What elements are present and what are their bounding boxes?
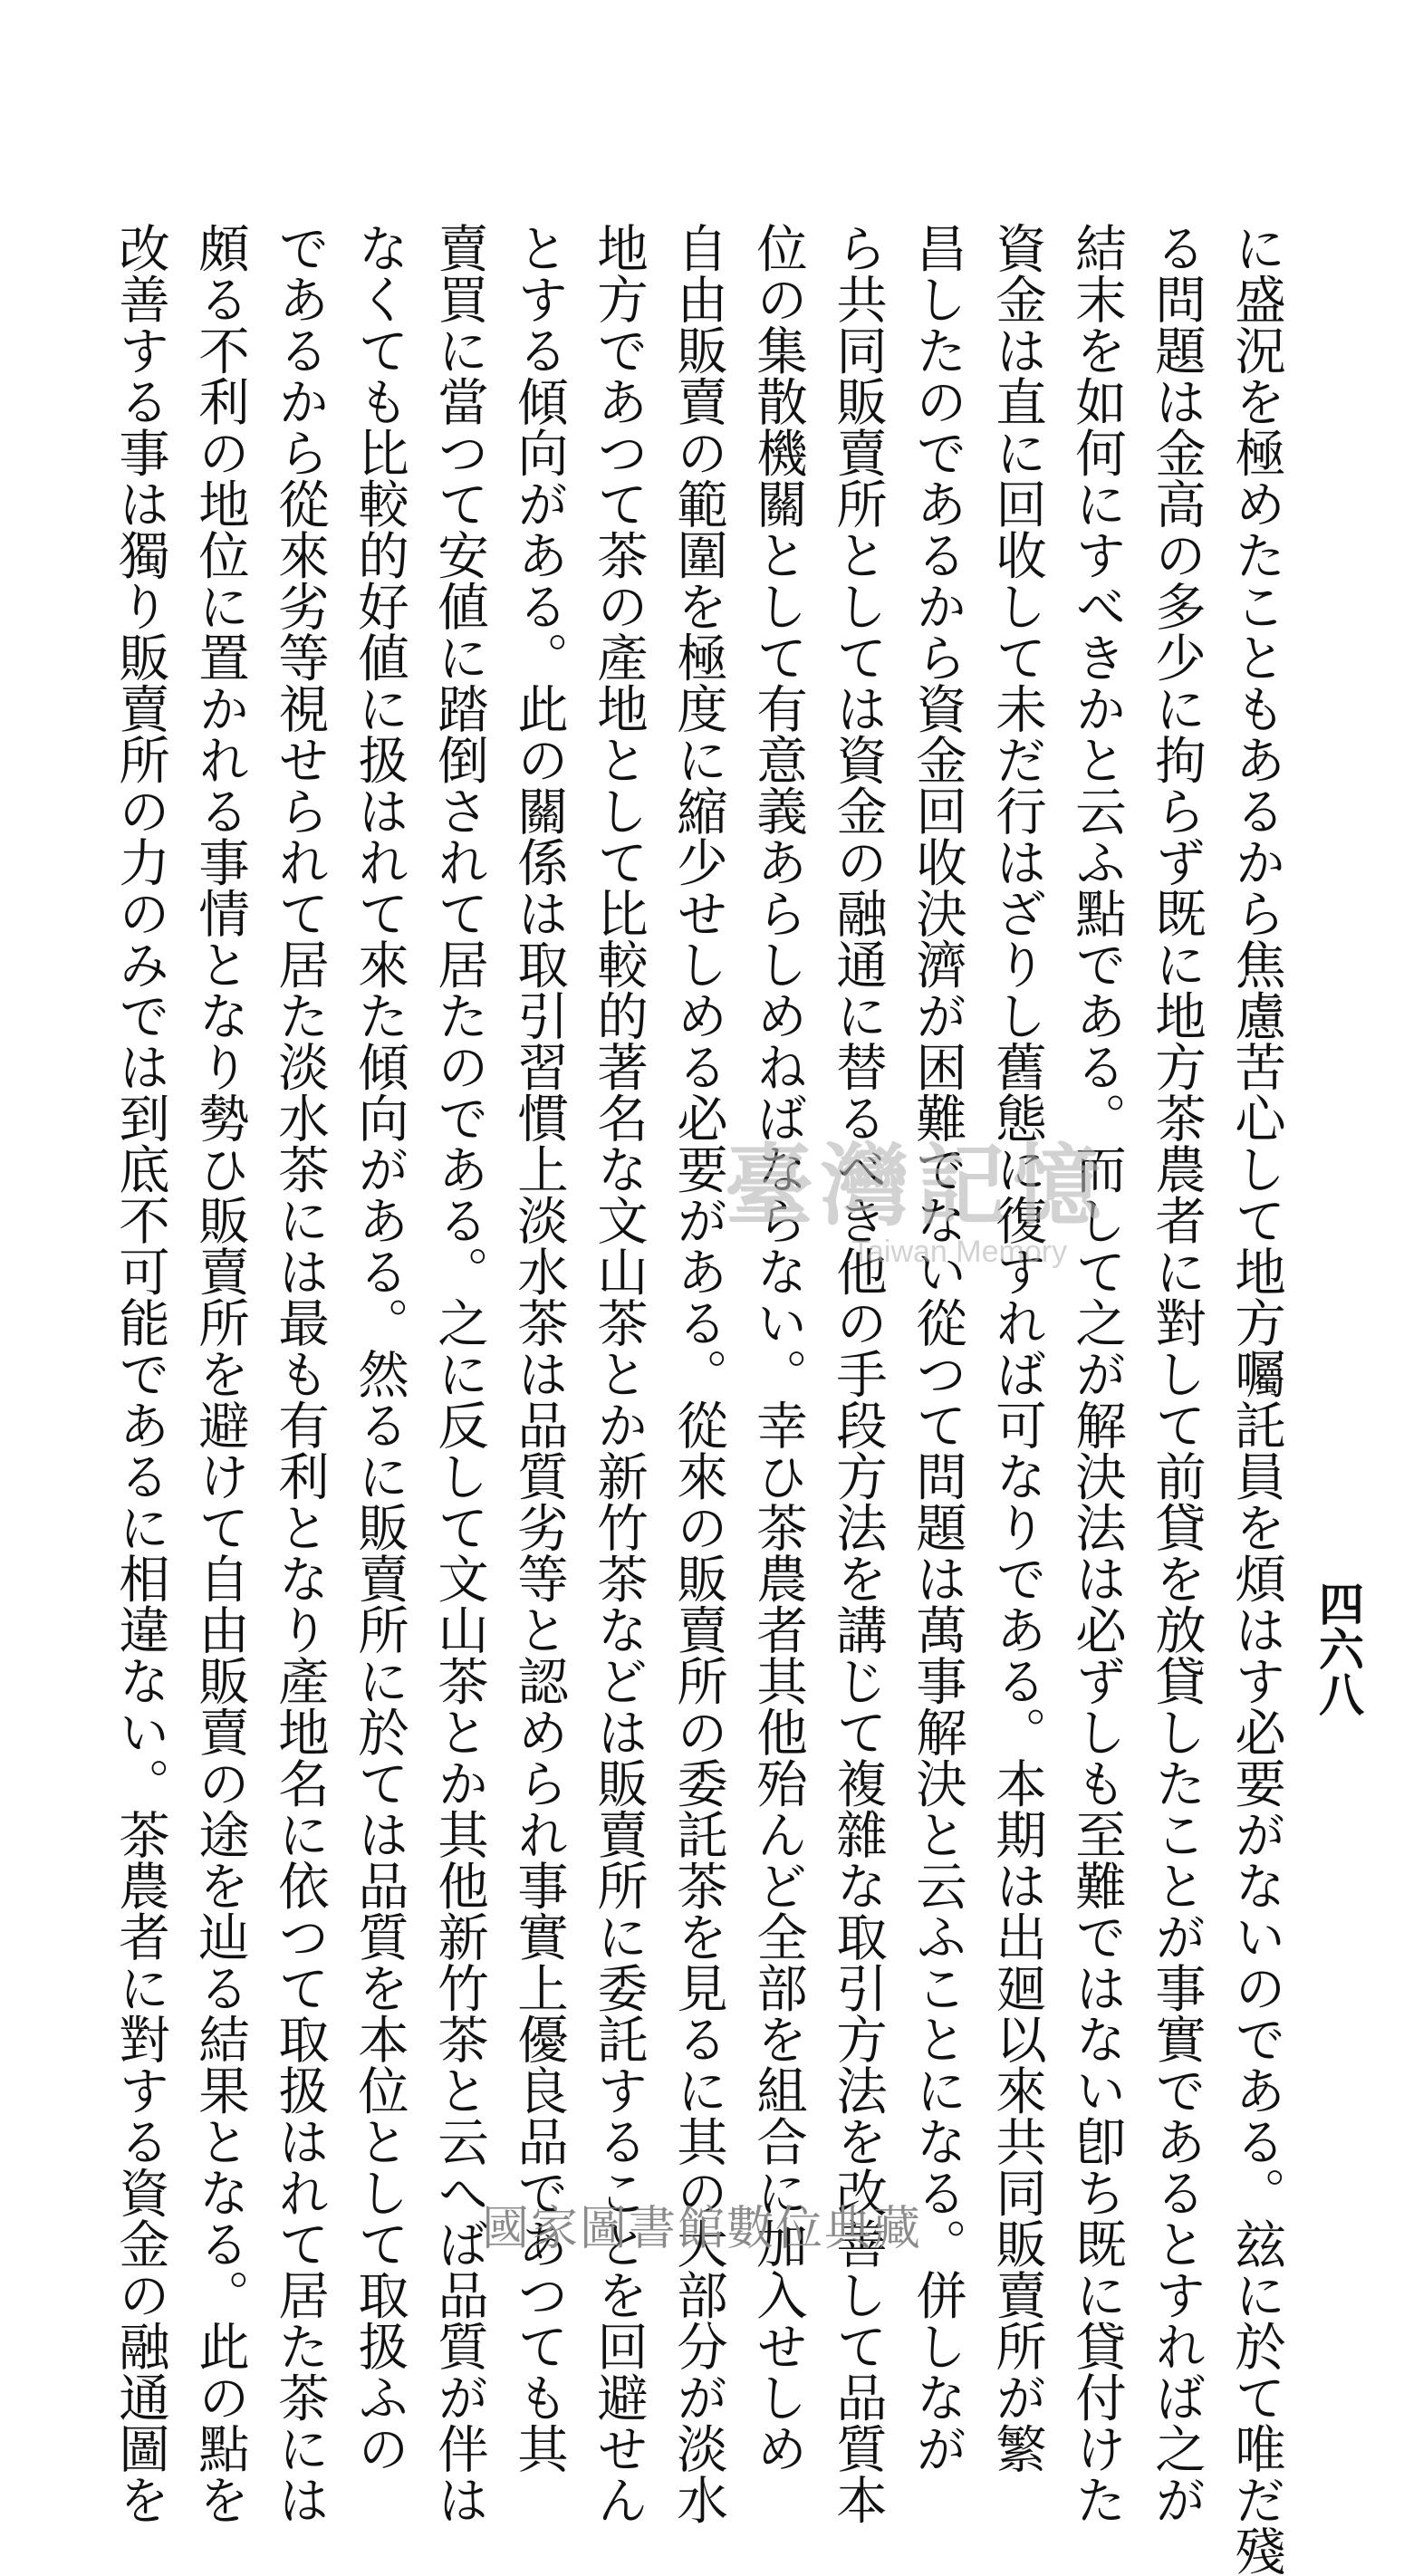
watermark xyxy=(725,1134,1150,1273)
text-line: 昌したのであるから資金回收決濟が困難でない從つて問題は萬事解決と云ふことになる。併しなが xyxy=(908,222,966,2474)
text-line: 頗る不利の地位に置かれる事情となり勢ひ販賣所を避けて自由販賣の途を辿る結果となる。此の點を xyxy=(190,222,249,2525)
watermark-logo-subtext: Taiwan Memory xyxy=(851,1235,1068,1269)
text-line: 結末を如何にすべきかと云ふ點である。而して之が解決法は必ずしも至難ではない卽ち既に貸付けた xyxy=(1067,222,1126,2525)
watermark-logo-text: 臺灣記憶 xyxy=(725,1134,1110,1238)
text-line: とする傾向がある。此の關係は取引習慣上淡水茶は品質劣等と認められ事實上優良品であつても其 xyxy=(509,222,568,2474)
text-line: 資金は直に回收して未だ行はざりし舊態に復すれば可なりである。本期は出廻以來共同販賣所が繁 xyxy=(987,222,1046,2474)
text-line: 地方であつて茶の產地として比較的著名な文山茶とか新竹茶などは販賣所に委託することを回避せん xyxy=(589,222,648,2525)
text-line: に盛況を極めたこともあるから焦慮苦心して地方囑託員を煩はす必要がないのである。玆に於て唯だ殘 xyxy=(1226,222,1285,2576)
footer-collection-mark: 國家圖書館數位典藏 xyxy=(481,2202,922,2256)
text-line: 賣買に當つて安値に踏倒されて居たのである。之に反して文山茶とか其他新竹茶と云へば品質が伴は xyxy=(429,222,488,2525)
text-line: ら共同販賣所としては資金の融通に替るべき他の手段方法を講じて複雜な取引方法を改善して品質本 xyxy=(828,222,887,2525)
page-number: 四六八 xyxy=(1312,1581,1365,1716)
text-line: る問題は金高の多少に拘らず既に地方茶農者に對して前貸を放貸したことが事實であるとすれば之が xyxy=(1147,222,1206,2525)
text-line: 改善する事は獨り販賣所の力のみでは到底不可能であるに相違ない。茶農者に對する資金の融通圖を xyxy=(111,222,169,2525)
text-line: 位の集散機關として有意義あらしめねばならない。幸ひ茶農者其他殆んど全部を組合に加入せしめ xyxy=(748,222,807,2474)
text-line: 自由販賣の範圍を極度に縮少せしめる必要がある。從來の販賣所の委託茶を見るに其の大部分が淡水 xyxy=(668,222,727,2525)
text-line: であるから從來劣等視せられて居た淡水茶には最も有利となり產地名に依つて取扱はれて居た茶には xyxy=(270,222,329,2525)
text-line: なくても比較的好値に扱はれて來た傾向がある。然るに販賣所に於ては品質を本位として取扱ふの xyxy=(350,222,409,2474)
